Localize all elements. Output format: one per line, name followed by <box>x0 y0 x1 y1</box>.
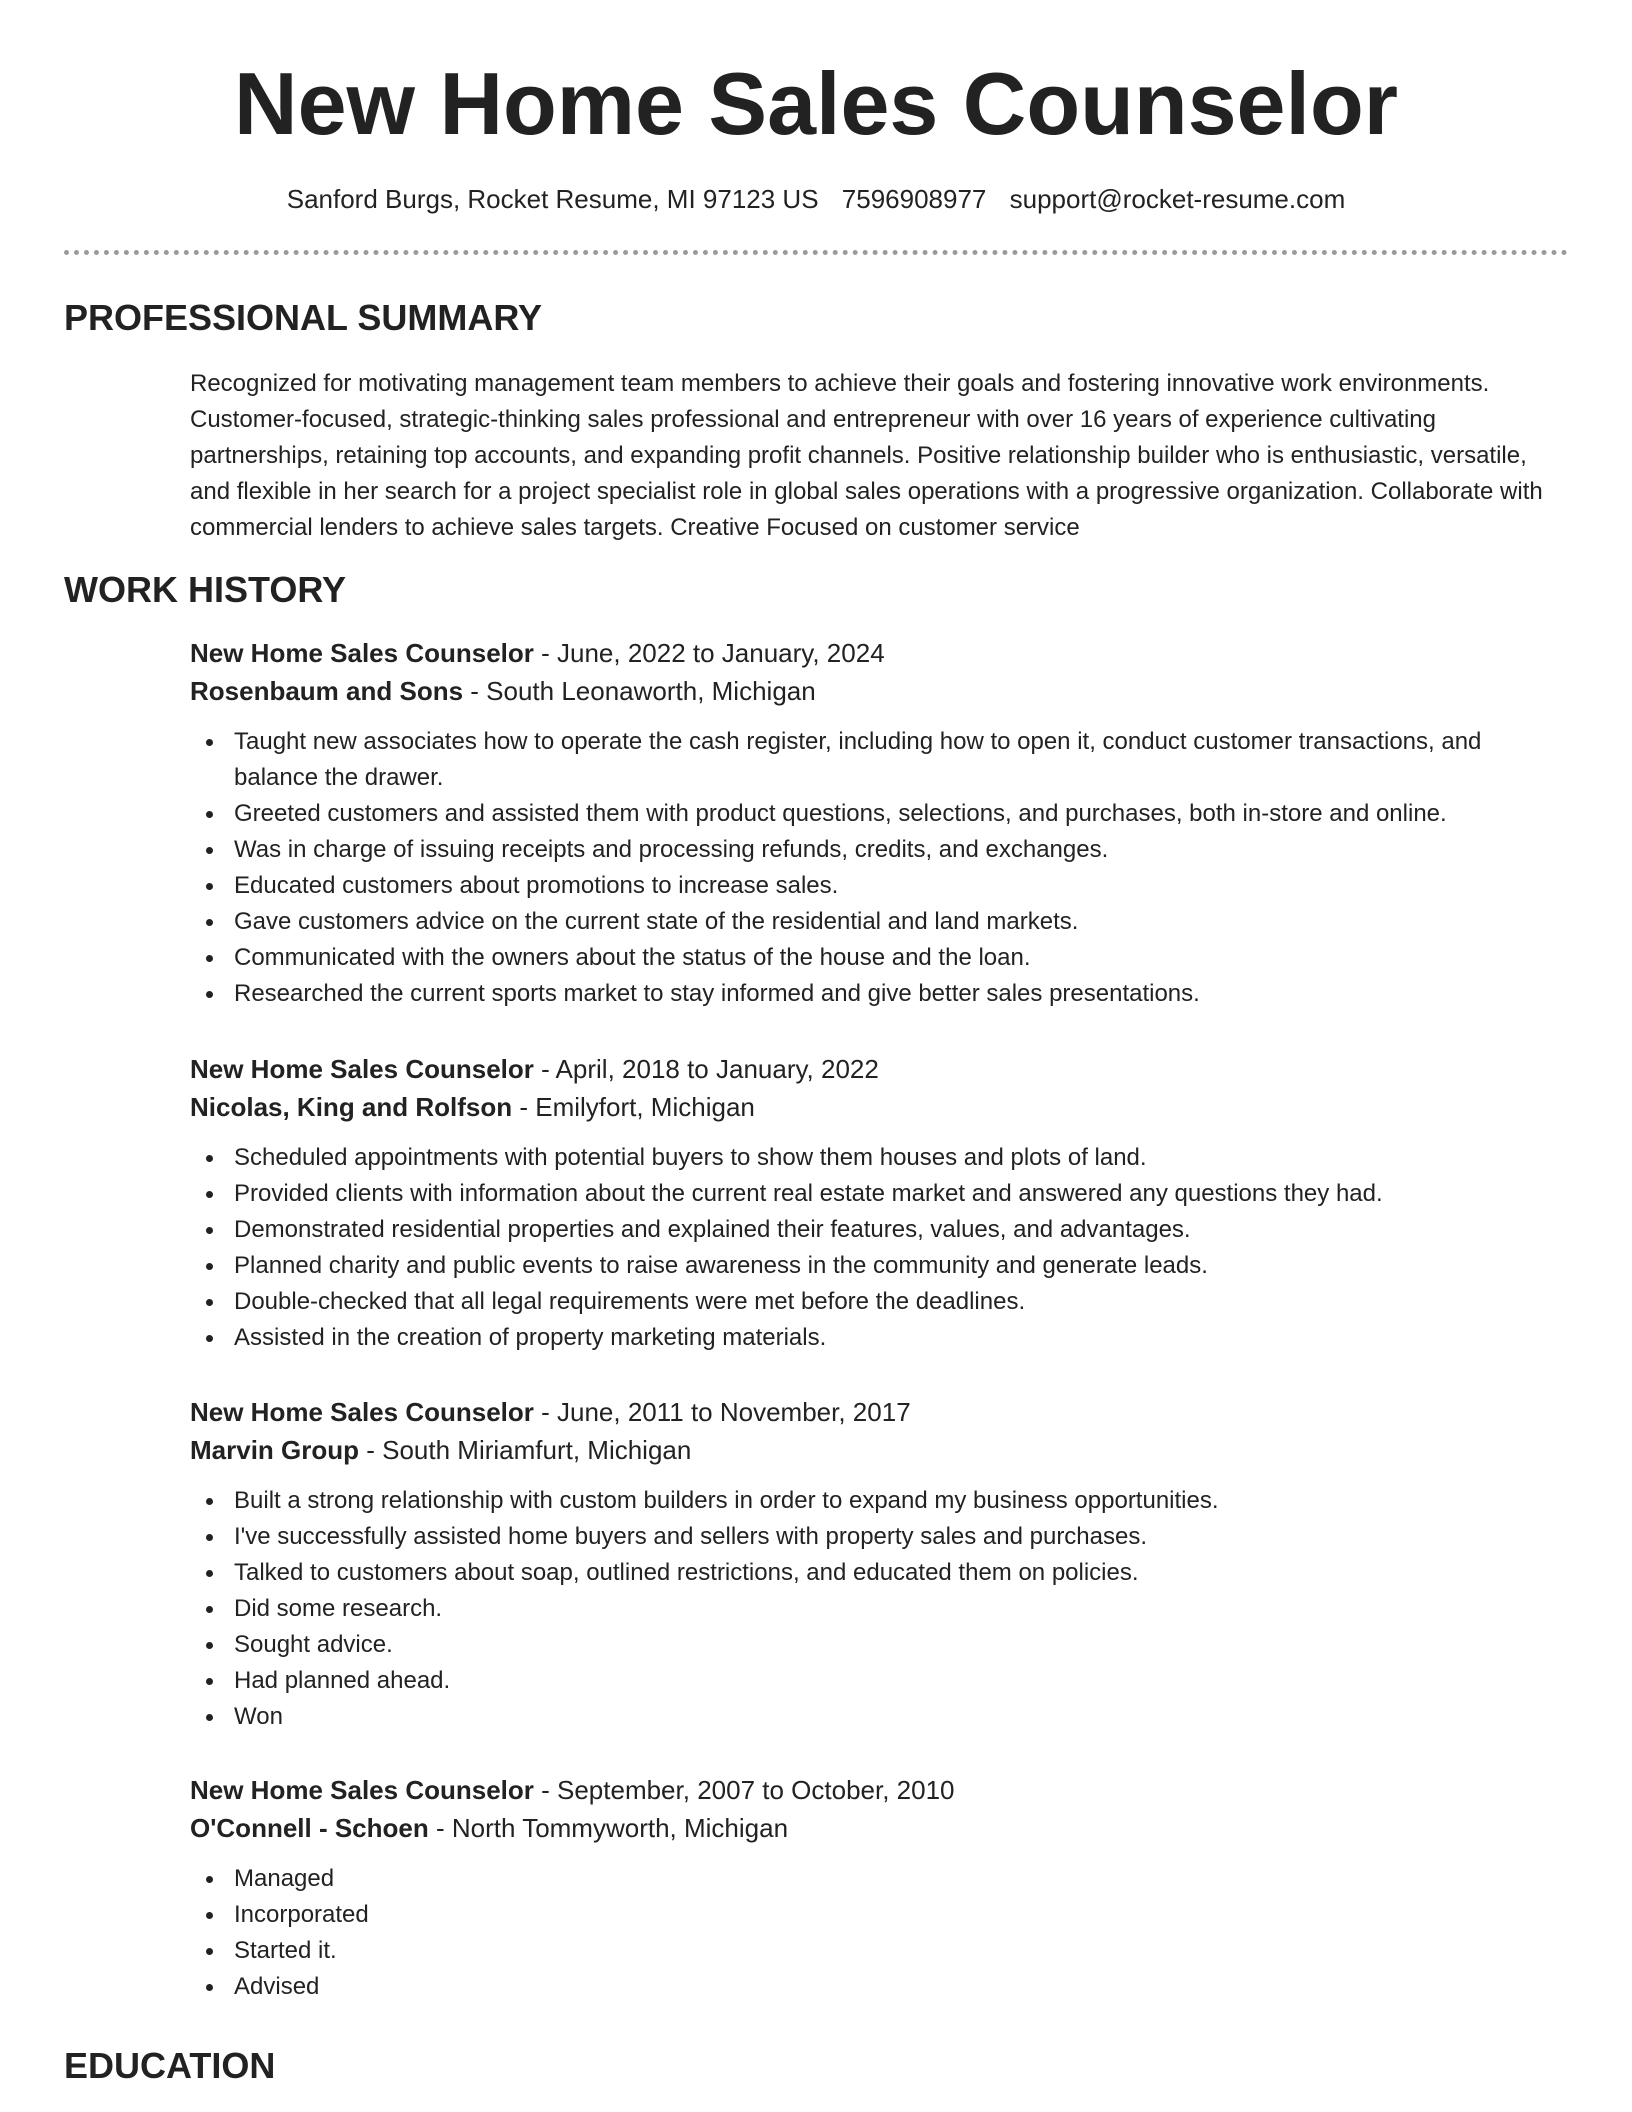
bullet-dot-icon <box>206 1912 213 1919</box>
job-role: New Home Sales Counselor <box>190 1775 534 1805</box>
bullet-text: Taught new associates how to operate the cash register, including how to open it, conduct customer transactions, and balance the drawer. <box>234 728 1482 791</box>
bullet-text: Sought advice. <box>234 1631 393 1658</box>
bullet-text: Educated customers about promotions to increase sales. <box>234 872 839 899</box>
bullet-dot-icon <box>206 1714 213 1721</box>
bullet-dot-icon <box>206 1227 213 1234</box>
job-title-line <box>190 1393 1570 1431</box>
bullet-text: Double-checked that all legal requirements were met before the deadlines. <box>234 1288 1026 1315</box>
bullet-item <box>190 1861 1570 1897</box>
job-location: - South Miriamfurt, Michigan <box>359 1435 692 1465</box>
summary-heading: PROFESSIONAL SUMMARY <box>64 297 543 338</box>
bullet-text: Advised <box>234 1973 320 2000</box>
bullet-dot-icon <box>206 1534 213 1541</box>
job-bullets <box>190 1483 1570 1735</box>
summary-text: Recognized for motivating management team members to achieve their goals and fostering innovative work environments. Customer-focused, strategic-thinking sales professional and entrepreneur with over 16 years of experience cultivating partnerships, retaining top accounts, and expanding profit channels. Positive relationship builder who is enthusiastic, versatile, and flexible in her search for a project specialist role in global sales operations with a progressive organization. Collaborate with commercial lenders to achieve sales targets. Creative Focused on customer service <box>190 370 1543 541</box>
bullet-item <box>190 1555 1570 1591</box>
job-dates: - September, 2007 to October, 2010 <box>533 1775 955 1805</box>
bullet-dot-icon <box>206 1335 213 1342</box>
bullet-text: Demonstrated residential properties and explained their features, values, and advantages. <box>234 1216 1191 1243</box>
job-title-line <box>190 1050 1570 1088</box>
job-location: - Emilyfort, Michigan <box>512 1092 755 1122</box>
job-company: Rosenbaum and Sons <box>190 676 464 706</box>
bullet-item <box>190 1591 1570 1627</box>
bullet-item <box>190 1176 1570 1212</box>
bullet-dot-icon <box>206 1984 213 1991</box>
job-company: Nicolas, King and Rolfson <box>190 1092 513 1122</box>
bullet-item <box>190 1140 1570 1176</box>
job-company-line <box>190 1431 1570 1469</box>
job-entry <box>190 1393 1570 1735</box>
bullet-dot-icon <box>206 1678 213 1685</box>
bullet-text: Provided clients with information about the current real estate market and answered any questions they had. <box>234 1180 1383 1207</box>
work-history-heading: WORK HISTORY <box>64 569 347 610</box>
job-location: - North Tommyworth, Michigan <box>428 1813 789 1843</box>
bullet-item <box>190 1320 1570 1356</box>
bullet-text: Gave customers advice on the current state of the residential and land markets. <box>234 908 1079 935</box>
bullet-item <box>190 1663 1570 1699</box>
header-divider <box>64 250 1568 255</box>
bullet-text: Communicated with the owners about the status of the house and the loan. <box>234 944 1031 971</box>
bullet-dot-icon <box>206 847 213 854</box>
bullet-dot-icon <box>206 1155 213 1162</box>
bullet-text: Researched the current sports market to stay informed and give better sales presentations. <box>234 980 1200 1007</box>
bullet-text: Scheduled appointments with potential buyers to show them houses and plots of land. <box>234 1144 1147 1171</box>
job-role: New Home Sales Counselor <box>190 1397 534 1427</box>
bullet-item <box>190 1969 1570 2005</box>
job-company: Marvin Group <box>190 1435 360 1465</box>
contact-address: Sanford Burgs, Rocket Resume, MI 97123 US <box>286 184 819 214</box>
bullet-item <box>190 904 1570 940</box>
bullet-text: Started it. <box>234 1937 337 1964</box>
bullet-text: I've successfully assisted home buyers and sellers with property sales and purchases. <box>234 1523 1148 1550</box>
bullet-dot-icon <box>206 1299 213 1306</box>
job-entry <box>190 1050 1570 1356</box>
bullet-dot-icon <box>206 991 213 998</box>
bullet-dot-icon <box>206 1606 213 1613</box>
job-role: New Home Sales Counselor <box>190 1054 534 1084</box>
job-company-line <box>190 1088 1570 1126</box>
bullet-text: Managed <box>234 1865 335 1892</box>
bullet-text: Greeted customers and assisted them with product questions, selections, and purchases, both in-store and online. <box>234 800 1447 827</box>
bullet-item <box>190 1933 1570 1969</box>
bullet-text: Had planned ahead. <box>234 1667 451 1694</box>
job-bullets <box>190 1140 1570 1356</box>
bullet-dot-icon <box>206 1263 213 1270</box>
job-entry <box>190 1771 1570 2005</box>
education-heading: EDUCATION <box>64 2045 276 2086</box>
bullet-item <box>190 1212 1570 1248</box>
resume-name: New Home Sales Counselor <box>234 54 1398 153</box>
job-company: O'Connell - Schoen <box>190 1813 429 1843</box>
job-title-line <box>190 1771 1570 1809</box>
contact-email: support@rocket-resume.com <box>1009 184 1346 214</box>
bullet-item <box>190 1897 1570 1933</box>
bullet-dot-icon <box>206 919 213 926</box>
bullet-item <box>190 1519 1570 1555</box>
job-company-line <box>190 1809 1570 1847</box>
bullet-text: Talked to customers about soap, outlined restrictions, and educated them on policies. <box>234 1559 1139 1586</box>
job-bullets <box>190 724 1570 1012</box>
bullet-dot-icon <box>206 1498 213 1505</box>
bullet-text: Built a strong relationship with custom builders in order to expand my business opportunities. <box>234 1487 1219 1514</box>
bullet-text: Assisted in the creation of property marketing materials. <box>234 1324 827 1351</box>
contact-line <box>0 182 1632 216</box>
job-bullets <box>190 1861 1570 2005</box>
bullet-item <box>190 796 1570 832</box>
job-dates: - April, 2018 to January, 2022 <box>533 1054 879 1084</box>
job-company-line <box>190 672 1570 710</box>
bullet-item <box>190 1627 1570 1663</box>
bullet-item <box>190 1483 1570 1519</box>
bullet-item <box>190 868 1570 904</box>
bullet-dot-icon <box>206 1642 213 1649</box>
bullet-dot-icon <box>206 1876 213 1883</box>
bullet-text: Did some research. <box>234 1595 443 1622</box>
bullet-dot-icon <box>206 955 213 962</box>
bullet-text: Planned charity and public events to raise awareness in the community and generate leads. <box>234 1252 1208 1279</box>
job-dates: - June, 2022 to January, 2024 <box>533 638 885 668</box>
contact-phone: 7596908977 <box>841 184 987 214</box>
job-entry <box>190 634 1570 1012</box>
job-location: - South Leonaworth, Michigan <box>463 676 816 706</box>
bullet-text: Was in charge of issuing receipts and processing refunds, credits, and exchanges. <box>234 836 1109 863</box>
bullet-dot-icon <box>206 811 213 818</box>
bullet-item <box>190 832 1570 868</box>
bullet-dot-icon <box>206 1948 213 1955</box>
bullet-item <box>190 940 1570 976</box>
bullet-dot-icon <box>206 1570 213 1577</box>
bullet-text: Incorporated <box>234 1901 369 1928</box>
bullet-item <box>190 1284 1570 1320</box>
job-role: New Home Sales Counselor <box>190 638 534 668</box>
bullet-text: Won <box>234 1703 283 1730</box>
bullet-dot-icon <box>206 739 213 746</box>
job-title-line <box>190 634 1570 672</box>
bullet-item <box>190 1248 1570 1284</box>
bullet-item <box>190 976 1570 1012</box>
bullet-dot-icon <box>206 883 213 890</box>
bullet-item <box>190 1699 1570 1735</box>
bullet-item <box>190 724 1570 796</box>
job-dates: - June, 2011 to November, 2017 <box>533 1397 911 1427</box>
bullet-dot-icon <box>206 1191 213 1198</box>
